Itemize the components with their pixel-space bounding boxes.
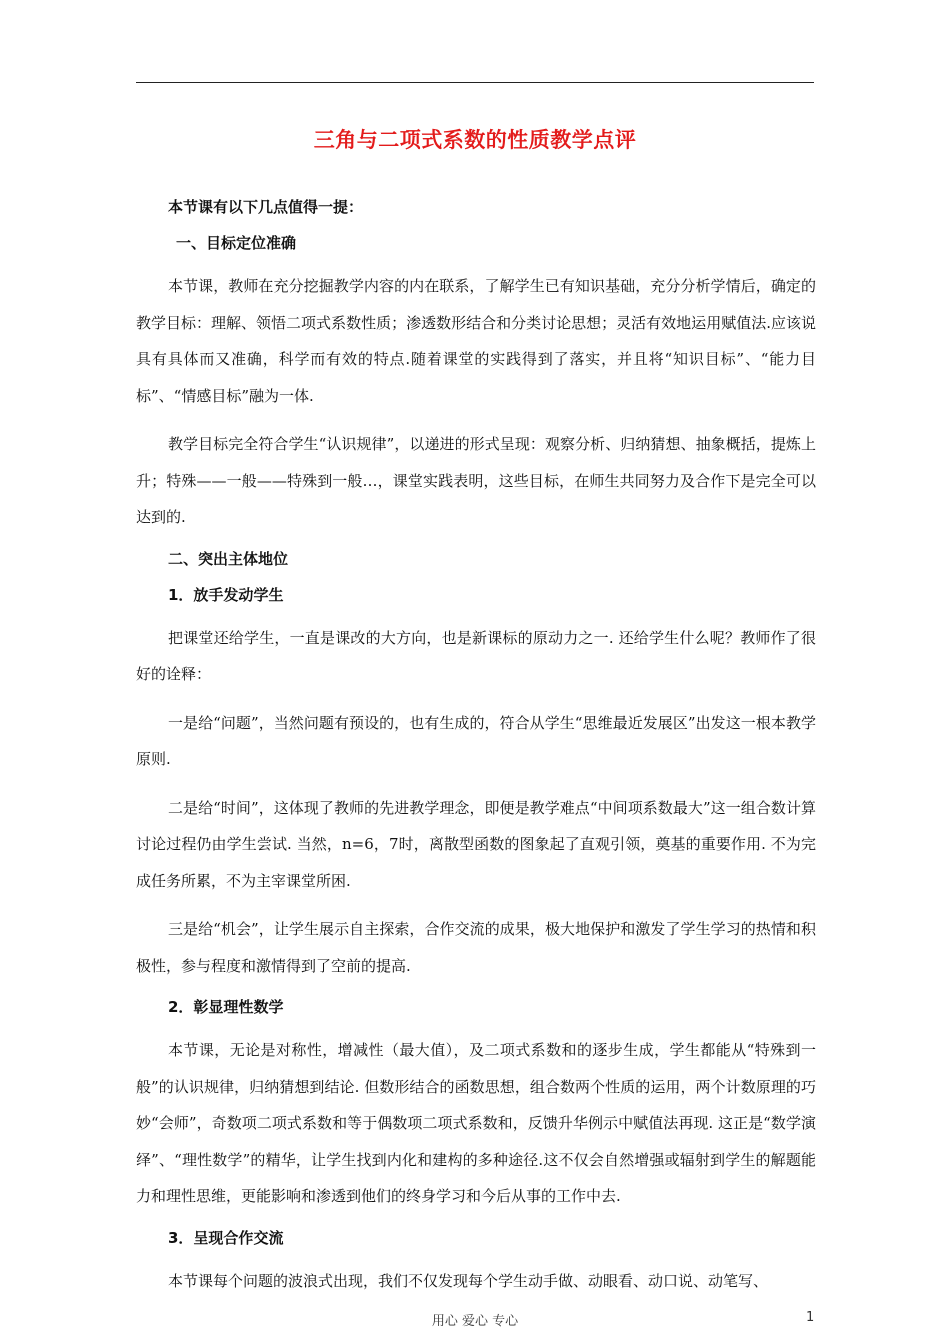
footer-motto: 用心 爱心 专心 xyxy=(431,1314,519,1329)
intro-heading: 本节课有以下几点值得一提： xyxy=(168,198,364,216)
section1-heading: 一、目标定位准确 xyxy=(176,234,297,252)
subsection3-heading: 3．呈现合作交流 xyxy=(168,1228,284,1247)
section1-paragraph-2: 教学目标完全符合学生“认识规律”，以递进的形式呈现：观察分析、归纳猜想、抽象概括，提炼上升；特殊——一般——特殊到一般…，课堂实践表明，这些目标，在师生共同努力及合作下是完全可以达到的. xyxy=(136,435,816,526)
subsection1-paragraph-4: 三是给“机会”，让学生展示自主探索，合作交流的成果，极大地保护和激发了学生学习的热情和积极性，参与程度和激情得到了空前的提高. xyxy=(136,920,816,975)
subsection1-heading: 1．放手发动学生 xyxy=(168,585,284,604)
section1-paragraph-1: 本节课，教师在充分挖掘教学内容的内在联系，了解学生已有知识基础，充分分析学情后，确定的教学目标：理解、领悟二项式系数性质；渗透数形结合和分类讨论思想；灵活有效地运用赋值法.应该说具有具体而又准确，科学而有效的特点.随着课堂的实践得到了落实，并且将“知识目标”、“能力目标”、“情感目标”融为一体. xyxy=(136,277,816,405)
section2-heading: 二、突出主体地位 xyxy=(168,549,289,568)
subsection3-paragraph-1: 本节课每个问题的波浪式出现，我们不仅发现每个学生动手做、动眼看、动口说、动笔写、 xyxy=(168,1271,769,1290)
subsection2-paragraph-1: 本节课，无论是对称性，增减性（最大值），及二项式系数和的逐步生成，学生都能从“特殊到一般”的认识规律，归纳猜想到结论. 但数形结合的函数思想，组合数两个性质的运用，两个计数原理的巧妙“会师”，奇数项二项式系数和等于偶数项二项式系数和，反馈升华例示中赋值法再现. 这正是“数学演绎”、“理性数学”的精华，让学生找到内化和建构的多种途径.这不仅会自然增强或辐射到学生的解题能力和理性思维，更能影响和渗透到他们的终身学习和今后从事的工作中去. xyxy=(136,1041,816,1205)
subsection2-heading: 2．彰显理性数学 xyxy=(168,998,284,1016)
subsection1-paragraph-3: 二是给“时间”，这体现了教师的先进教学理念，即便是教学难点“中间项系数最大”这一组合数计算讨论过程仍由学生尝试. 当然，n=6，7时，离散型函数的图象起了直观引领，奠基的重要作用. 不为完成任务所累，不为主宰课堂所困. xyxy=(136,798,816,890)
subsection1-paragraph-1: 把课堂还给学生，一直是课改的大方向，也是新课标的原动力之一. 还给学生什么呢？教师作了很好的诠释： xyxy=(136,628,816,683)
subsection1-paragraph-2: 一是给“问题”，当然问题有预设的，也有生成的，符合从学生“思维最近发展区”出发这一根本教学原则. xyxy=(136,713,816,768)
page-number: 1 xyxy=(806,1310,815,1325)
document-title: 三角与二项式系数的性质教学点评 xyxy=(313,128,637,152)
document-body xyxy=(136,196,816,1311)
header-rule xyxy=(136,82,814,83)
